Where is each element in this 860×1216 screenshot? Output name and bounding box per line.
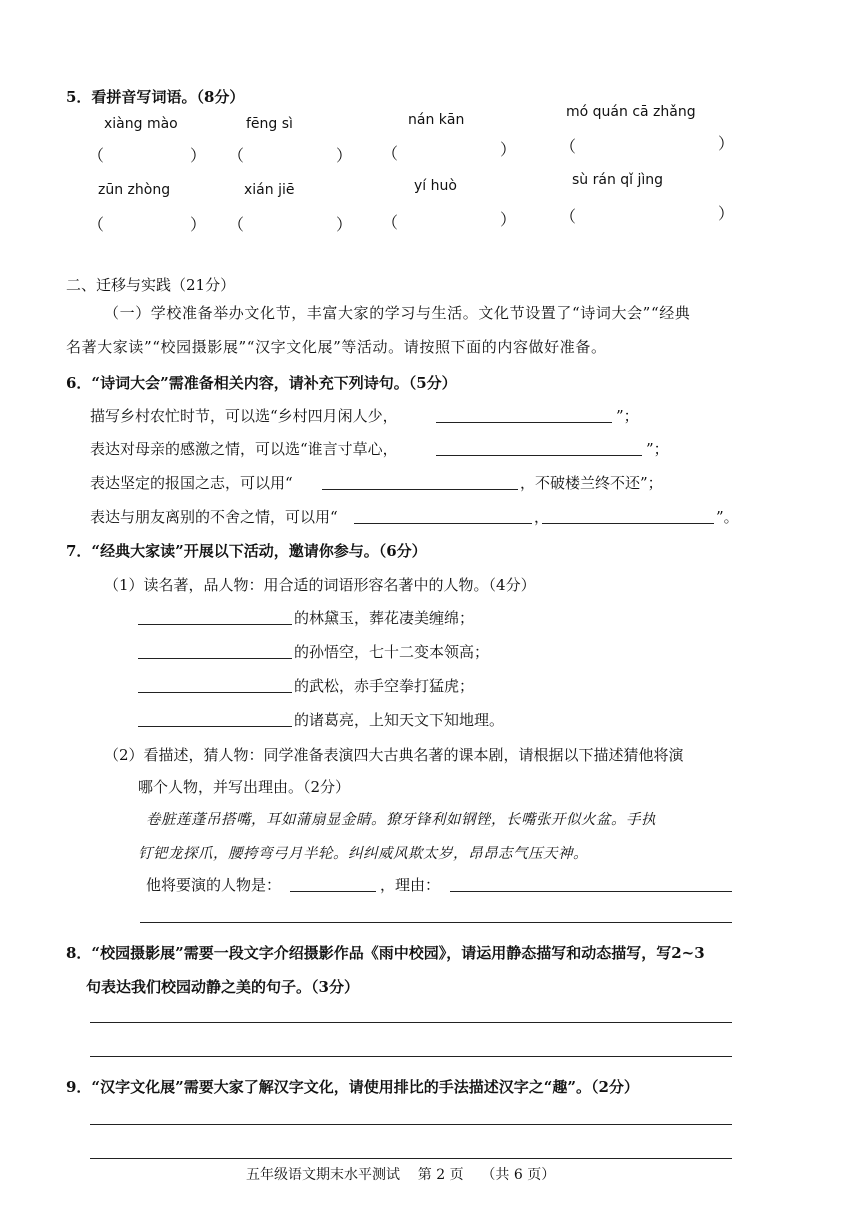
pinyin-5: zūn zhòng xyxy=(98,182,171,198)
q7-blank-2[interactable] xyxy=(138,658,292,659)
pinyin-4: mó quán cā zhǎng xyxy=(566,104,696,120)
answer-paren-4-left[interactable]: （ xyxy=(560,137,577,156)
q6-line1-text: 描写乡村农忙时节，可以选“乡村四月闲人少， xyxy=(90,407,398,425)
q8-line2: 句表达我们校园动静之美的句子。（3分） xyxy=(86,978,359,996)
q8-line1: 8．“校园摄影展”需要一段文字介绍摄影作品《雨中校园》，请运用静态描写和动态描写，写2~3 xyxy=(66,944,705,962)
q7-sub1: （1）读名著，品人物：用合适的词语形容名著中的人物。（4分） xyxy=(104,576,536,594)
answer-paren-6-right: ） xyxy=(336,215,353,234)
q7-blank-3[interactable] xyxy=(138,692,292,693)
q7-sub2-line1: （2）看描述，猜人物：同学准备表演四大古典名著的课本剧，请根据以下描述猜他将演 xyxy=(104,746,684,764)
q6-line2-text: 表达对母亲的感激之情，可以选“谁言寸草心， xyxy=(90,440,398,458)
q7-character-blank[interactable] xyxy=(290,891,376,892)
q7-blank-1[interactable] xyxy=(138,624,292,625)
q6-blank-2[interactable] xyxy=(436,455,642,456)
pinyin-1: xiàng mào xyxy=(104,116,178,132)
q7-char-1: 的林黛玉，葬花凄美缠绵； xyxy=(294,609,475,627)
section2-intro-line1: （一）学校准备举办文化节，丰富大家的学习与生活。文化节设置了“诗词大会”“经典 xyxy=(104,304,691,322)
answer-paren-7-left[interactable]: （ xyxy=(382,213,399,232)
q7-char-4: 的诸葛亮，上知天文下知地理。 xyxy=(294,711,505,729)
q8-answer-line-2[interactable] xyxy=(90,1056,732,1057)
q6-blank-4b[interactable] xyxy=(542,523,714,524)
q9-title: 9．“汉字文化展”需要大家了解汉字文化，请使用排比的手法描述汉字之“趣”。（2分） xyxy=(66,1078,639,1096)
q9-answer-line-2[interactable] xyxy=(90,1158,732,1159)
pinyin-6: xián jiē xyxy=(244,182,295,198)
answer-paren-8-left[interactable]: （ xyxy=(560,207,577,226)
q7-reason-label: ，理由： xyxy=(380,876,441,894)
q9-answer-line-1[interactable] xyxy=(90,1124,732,1125)
q7-answer-label: 他将要演的人物是： xyxy=(146,876,282,894)
pinyin-3: nán kān xyxy=(408,112,465,128)
pinyin-2: fēng sì xyxy=(246,116,293,132)
answer-paren-4-right: ） xyxy=(718,134,735,153)
pinyin-8: sù rán qǐ jìng xyxy=(572,172,664,188)
answer-paren-5-right: ） xyxy=(190,215,207,234)
answer-paren-5-left[interactable]: （ xyxy=(88,215,105,234)
q6-line4-text: 表达与朋友离别的不舍之情，可以用“ xyxy=(90,508,338,526)
section2-intro-line2: 名著大家读”“校园摄影展”“汉字文化展”等活动。请按照下面的内容做好准备。 xyxy=(66,338,607,356)
q7-blank-4[interactable] xyxy=(138,726,292,727)
answer-paren-2-right: ） xyxy=(336,146,353,165)
q6-line4-end: ”。 xyxy=(716,508,739,526)
q6-line3-text: 表达坚定的报国之志，可以用“ xyxy=(90,474,293,492)
answer-paren-3-left[interactable]: （ xyxy=(382,144,399,163)
answer-paren-3-right: ） xyxy=(500,140,517,159)
answer-paren-6-left[interactable]: （ xyxy=(228,215,245,234)
q8-answer-line-1[interactable] xyxy=(90,1022,732,1023)
q6-blank-4a[interactable] xyxy=(354,523,532,524)
answer-paren-2-left[interactable]: （ xyxy=(228,146,245,165)
q5-title: 5．看拼音写词语。（8分） xyxy=(66,88,245,106)
q6-line4-comma: ， xyxy=(534,508,550,526)
q6-line2-end: ”； xyxy=(646,440,669,458)
page-footer: 五年级语文期末水平测试 第 2 页 （共 6 页） xyxy=(246,1167,556,1183)
q7-title: 7．“经典大家读”开展以下活动，邀请你参与。（6分） xyxy=(66,542,427,560)
q7-sub2-line2: 哪个人物，并写出理由。（2分） xyxy=(138,778,351,796)
pinyin-7: yí huò xyxy=(414,178,457,194)
answer-paren-1-right: ） xyxy=(190,146,207,165)
q6-blank-3[interactable] xyxy=(322,489,518,490)
q7-char-2: 的孙悟空，七十二变本领高； xyxy=(294,643,490,661)
q6-line3-end: ，不破楼兰终不还”； xyxy=(520,474,663,492)
q7-char-3: 的武松，赤手空拳打猛虎； xyxy=(294,677,475,695)
section2-title: 二、迁移与实践（21分） xyxy=(66,276,236,294)
answer-paren-1-left[interactable]: （ xyxy=(88,146,105,165)
q6-title: 6．“诗词大会”需准备相关内容，请补充下列诗句。（5分） xyxy=(66,374,457,392)
answer-paren-8-right: ） xyxy=(718,204,735,223)
q7-description-line2: 钉钯龙探爪，腰挎弯弓月半轮。纠纠威风欺太岁，昂昂志气压天神。 xyxy=(138,846,588,862)
q6-blank-1[interactable] xyxy=(436,422,612,423)
q7-reason-blank[interactable] xyxy=(450,891,732,892)
q6-line1-end: ”； xyxy=(616,407,639,425)
answer-paren-7-right: ） xyxy=(500,210,517,229)
q7-reason-blank-2[interactable] xyxy=(140,922,732,923)
q7-description-line1: 卷脏莲蓬吊搭嘴，耳如蒲扇显金睛。獠牙锋利如钢锉，长嘴张开似火盆。手执 xyxy=(146,812,656,828)
